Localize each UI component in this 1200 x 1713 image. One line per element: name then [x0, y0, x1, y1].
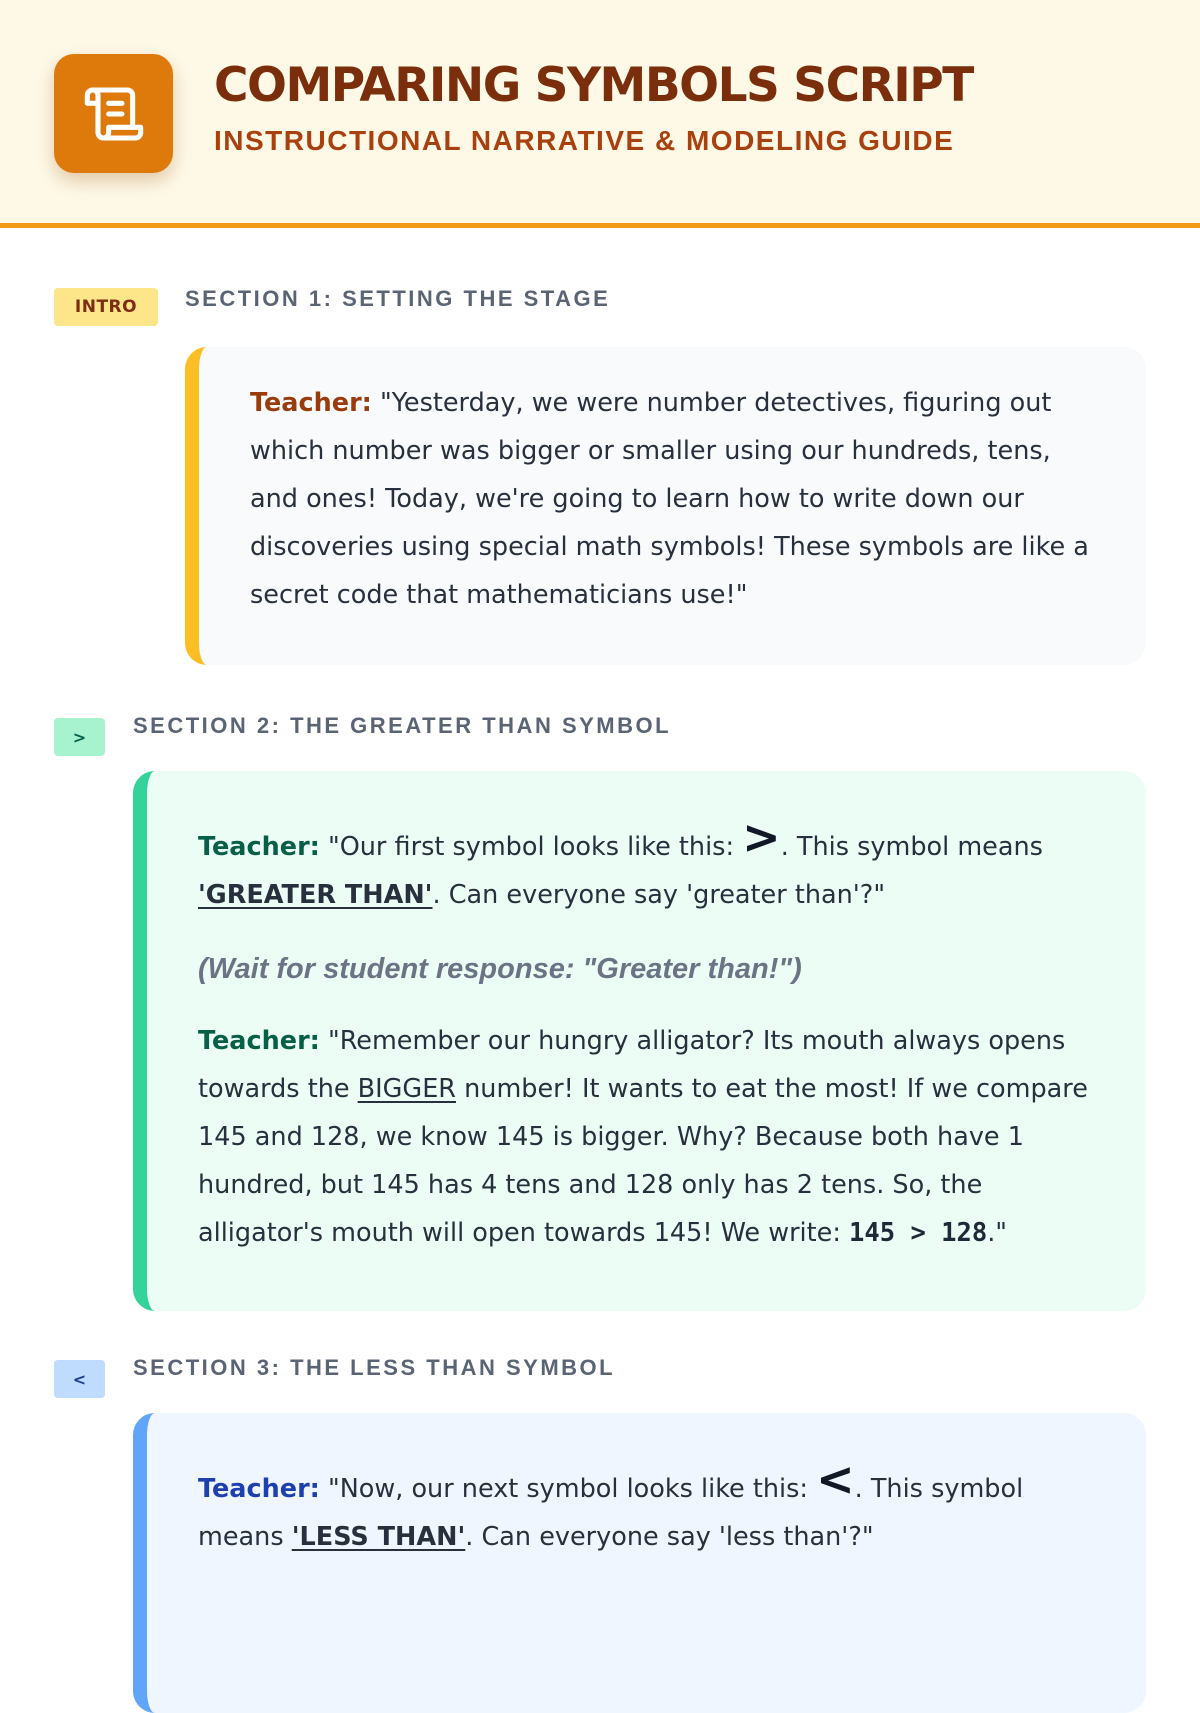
- script-text: .": [987, 1218, 1008, 1248]
- section-label: SECTION 1: SETTING THE STAGE: [185, 286, 611, 311]
- section-tag: <: [54, 1360, 105, 1398]
- teacher-line: [250, 379, 1106, 619]
- section-label: SECTION 3: THE LESS THAN SYMBOL: [133, 1355, 616, 1380]
- section-tag: >: [54, 718, 105, 756]
- greater-than-symbol: >: [742, 810, 781, 864]
- script-text: . Can everyone say 'less than'?": [465, 1522, 874, 1552]
- script-text: "Remember our hungry alligator? Its mouth always opens towards the: [198, 1026, 1066, 1104]
- speaker-label: Teacher:: [198, 1026, 320, 1056]
- teacher-line: [198, 810, 1106, 919]
- stage-direction: (Wait for student response: "Greater than!"): [198, 953, 802, 985]
- script-card-intro: [185, 347, 1146, 665]
- scroll-icon: [82, 82, 146, 146]
- math-expression: 145 > 128: [849, 1218, 988, 1248]
- header: [0, 0, 1200, 228]
- less-than-symbol: <: [816, 1452, 855, 1506]
- script-text: . This symbol means: [198, 1474, 1024, 1552]
- term-greater-than: 'GREATER THAN': [198, 880, 433, 910]
- script-text: . This symbol means: [780, 832, 1043, 862]
- logo: [54, 54, 173, 173]
- section-tag: INTRO: [54, 288, 158, 326]
- script-text: . Can everyone say 'greater than'?": [432, 880, 886, 910]
- speaker-label: Teacher:: [198, 832, 320, 862]
- script-text: number! It wants to eat the most! If we compare 145 and 128, we know 145 is bigger. Why? Because both have 1 hundred, but 145 has 4 tens and 128 only has 2 tens. So, the alligator's mouth will open towards 145! We write:: [198, 1074, 1088, 1248]
- script-text: "Now, our next symbol looks like this:: [327, 1474, 817, 1504]
- page-subtitle: INSTRUCTIONAL NARRATIVE & MODELING GUIDE: [214, 125, 955, 156]
- teacher-line: [198, 1017, 1106, 1257]
- script-text: "Our first symbol looks like this:: [327, 832, 743, 862]
- script-card-greater-than: [133, 771, 1146, 1311]
- term-less-than: 'LESS THAN': [291, 1522, 466, 1552]
- page-title: COMPARING SYMBOLS SCRIPT: [214, 58, 973, 113]
- teacher-line: [198, 1452, 1106, 1561]
- script-card-less-than: [133, 1413, 1146, 1713]
- section-label: SECTION 2: THE GREATER THAN SYMBOL: [133, 713, 672, 738]
- emphasis-bigger: BIGGER: [357, 1074, 457, 1104]
- speaker-label: Teacher:: [198, 1474, 320, 1504]
- script-text: "Yesterday, we were number detectives, figuring out which number was bigger or smaller using our hundreds, tens, and ones! Today, we're going to learn how to write down our discoveries using special math symbols! These symbols are like a secret code that mathematicians use!": [250, 388, 1089, 610]
- speaker-label: Teacher:: [250, 388, 372, 418]
